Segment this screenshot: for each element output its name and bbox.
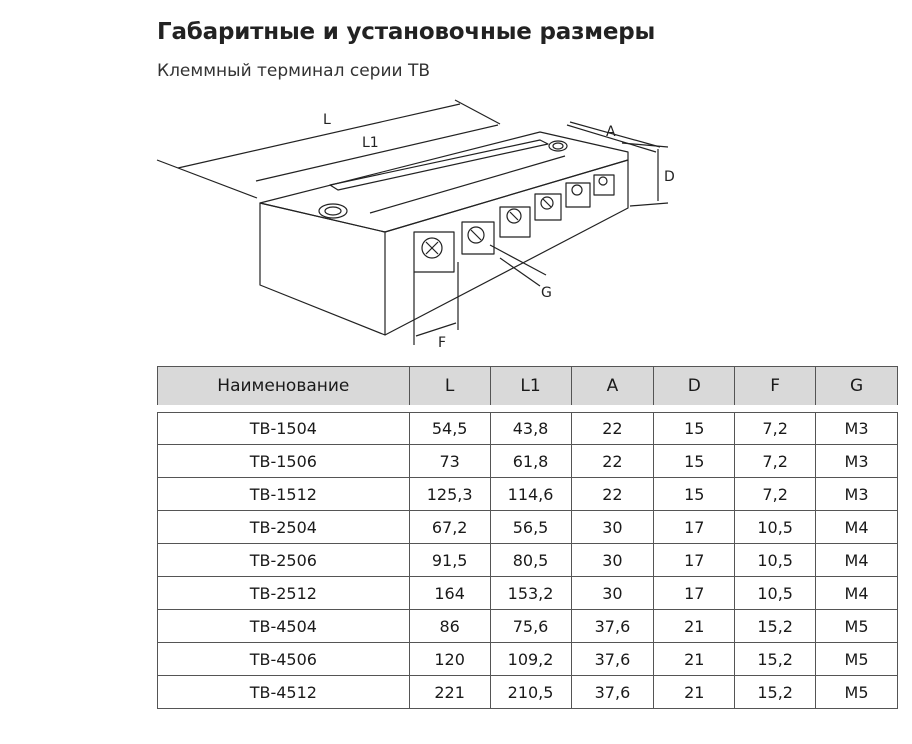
table-cell: 22 (571, 478, 654, 511)
table-cell: 15,2 (735, 643, 816, 676)
table-cell: 120 (409, 643, 490, 676)
table-cell: 210,5 (490, 676, 571, 709)
label-G: G (541, 285, 552, 301)
column-header: L1 (490, 367, 571, 409)
table-cell: 30 (571, 544, 654, 577)
table-cell: M4 (816, 511, 898, 544)
table-cell: 91,5 (409, 544, 490, 577)
column-header: L (409, 367, 490, 409)
table-cell: 21 (654, 643, 735, 676)
column-header: Наименование (158, 367, 410, 409)
label-F: F (438, 335, 447, 351)
table-cell: 125,3 (409, 478, 490, 511)
table-cell: 15 (654, 445, 735, 478)
table-cell: 75,6 (490, 610, 571, 643)
table-cell: ТВ-1512 (158, 478, 410, 511)
table-row (158, 643, 898, 676)
label-L: L (323, 112, 331, 128)
table-cell: ТВ-2512 (158, 577, 410, 610)
page-title: Габаритные и установочные размеры (157, 19, 656, 45)
table-cell: M3 (816, 409, 898, 445)
table-cell: 67,2 (409, 511, 490, 544)
table-cell: 221 (409, 676, 490, 709)
column-header: A (571, 367, 654, 409)
table-cell: 37,6 (571, 610, 654, 643)
table-row (158, 478, 898, 511)
table-cell: 43,8 (490, 409, 571, 445)
table-cell: 86 (409, 610, 490, 643)
table-cell: 10,5 (735, 511, 816, 544)
table-cell: ТВ-4512 (158, 676, 410, 709)
page-subtitle: Клеммный терминал серии ТВ (157, 61, 431, 81)
table-cell: 80,5 (490, 544, 571, 577)
column-header: G (816, 367, 898, 409)
table-cell: M5 (816, 643, 898, 676)
table-cell: 7,2 (735, 409, 816, 445)
table-cell: M4 (816, 577, 898, 610)
table-row (158, 610, 898, 643)
table-cell: 21 (654, 610, 735, 643)
table-cell: 61,8 (490, 445, 571, 478)
table-cell: 15,2 (735, 610, 816, 643)
table-cell: M5 (816, 676, 898, 709)
table-cell: ТВ-1504 (158, 409, 410, 445)
table-row (158, 409, 898, 445)
terminal-block-drawing (150, 95, 690, 357)
table-cell: 54,5 (409, 409, 490, 445)
table-cell: ТВ-4504 (158, 610, 410, 643)
table-cell: 17 (654, 577, 735, 610)
column-header: D (654, 367, 735, 409)
table-cell: 114,6 (490, 478, 571, 511)
label-A: A (606, 124, 616, 140)
table-cell: 56,5 (490, 511, 571, 544)
table-cell: 7,2 (735, 478, 816, 511)
table-cell: 30 (571, 511, 654, 544)
table-cell: 10,5 (735, 544, 816, 577)
dimensions-table (157, 366, 898, 709)
table-cell: 22 (571, 445, 654, 478)
table-cell: ТВ-1506 (158, 445, 410, 478)
table-cell: 17 (654, 511, 735, 544)
table-cell: M3 (816, 478, 898, 511)
table-cell: 15 (654, 478, 735, 511)
table-cell: ТВ-2506 (158, 544, 410, 577)
table-cell: 37,6 (571, 643, 654, 676)
table-cell: ТВ-4506 (158, 643, 410, 676)
table-cell: 17 (654, 544, 735, 577)
table-cell: 21 (654, 676, 735, 709)
table-row (158, 676, 898, 709)
table-cell: 73 (409, 445, 490, 478)
table-cell: M4 (816, 544, 898, 577)
table-cell: M3 (816, 445, 898, 478)
table-row (158, 544, 898, 577)
table-cell: 153,2 (490, 577, 571, 610)
table-cell: 22 (571, 409, 654, 445)
table-cell: M5 (816, 610, 898, 643)
table-cell: 164 (409, 577, 490, 610)
table-row (158, 511, 898, 544)
table-cell: 109,2 (490, 643, 571, 676)
table-cell: 30 (571, 577, 654, 610)
table-cell: 15 (654, 409, 735, 445)
table-cell: ТВ-2504 (158, 511, 410, 544)
table-cell: 7,2 (735, 445, 816, 478)
table-header-row (158, 367, 898, 409)
table-row (158, 577, 898, 610)
table-row (158, 445, 898, 478)
table-cell: 15,2 (735, 676, 816, 709)
table-cell: 37,6 (571, 676, 654, 709)
label-L1: L1 (362, 135, 379, 151)
label-D: D (664, 169, 675, 185)
table-cell: 10,5 (735, 577, 816, 610)
column-header: F (735, 367, 816, 409)
